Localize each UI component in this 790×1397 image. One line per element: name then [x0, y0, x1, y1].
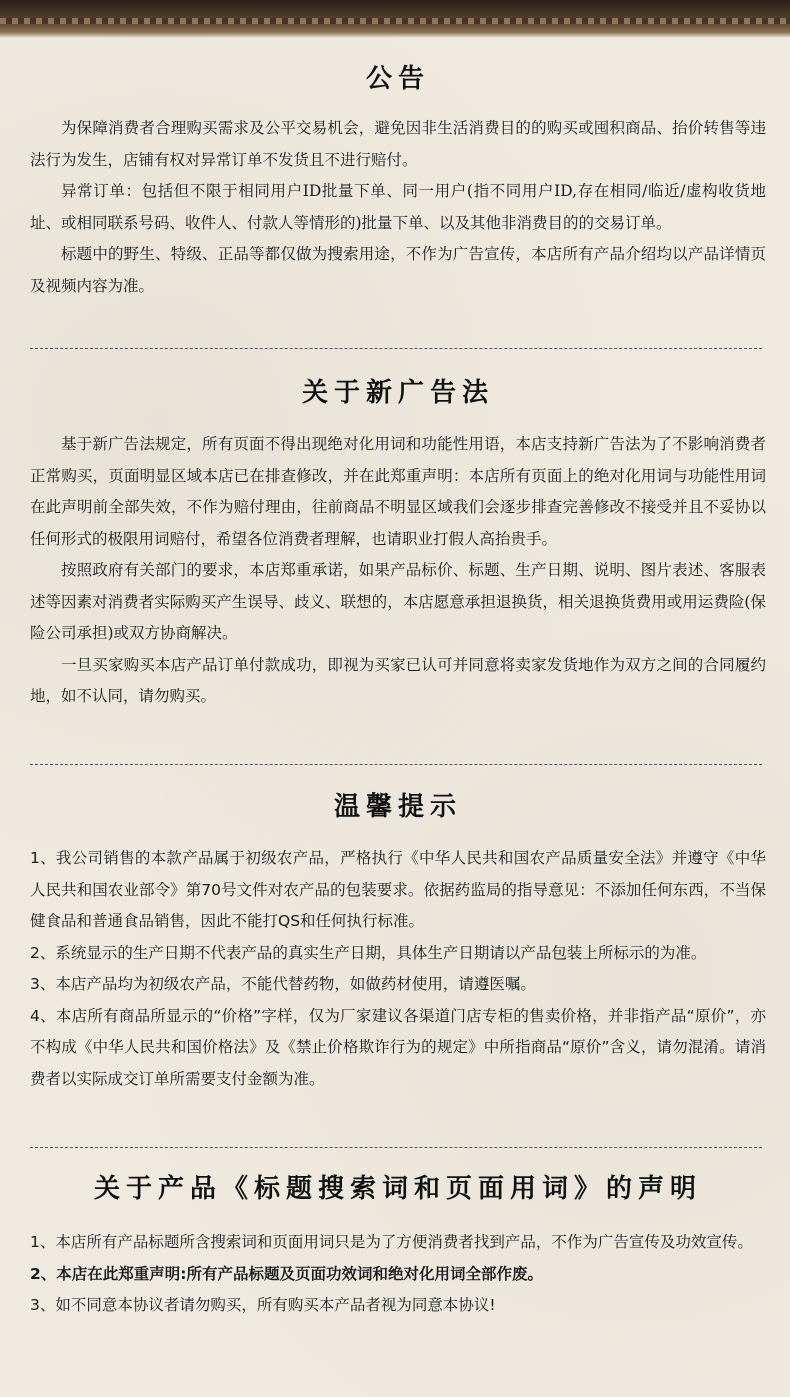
ad-law-section — [30, 372, 766, 713]
ad-law-paragraph-3: 一旦买家购买本店产品订单付款成功，即视为买家已认可并同意将卖家发货地作为双方之间的合同履约地，如不认同，请勿购买。 — [30, 655, 766, 705]
section-divider — [30, 348, 762, 349]
tips-item-2: 2、系统显示的生产日期不代表产品的真实生产日期，具体生产日期请以产品包装上所标示的为准。 — [30, 943, 707, 962]
ad-law-paragraph-1: 基于新广告法规定，所有页面不得出现绝对化用词和功能性用语，本店支持新广告法为了不影响消费者正常购买，页面明显区域本店已在排查修改，并在此郑重声明：本店所有页面上的绝对化用词与功能性用词在此声明前全部失效，不作为赔付理由，往前商品不明显区域我们会逐步排查完善修改不接受并且不妥协以任何形式的极限用词赔付，希望各位消费者理解，也请职业打假人高抬贵手。 — [30, 435, 766, 548]
notice-title: 公告 — [365, 64, 430, 94]
ad-law-paragraph-2: 按照政府有关部门的要求，本店郑重承诺，如果产品标价、标题、生产日期、说明、图片表述、客服表述等因素对消费者实际购买产生误导、歧义、联想的，本店愿意承担退换货，相关退换货费用或用运费险(保险公司承担)或双方协商解决。 — [30, 561, 766, 642]
tips-title: 温馨提示 — [333, 792, 462, 822]
statement-section — [30, 1168, 766, 1322]
notice-section — [30, 58, 766, 302]
tips-item-1: 1、我公司销售的本款产品属于初级农产品，严格执行《中华人民共和国农产品质量安全法》并遵守《中华人民共和国农业部令》第70号文件对农产品的包装要求。依据药监局的指导意见：不添加任何东西，不当保健食品和普通食品销售，因此不能打QS和任何执行标准。 — [30, 849, 766, 930]
notice-paragraph-2: 异常订单：包括但不限于相同用户ID批量下单、同一用户(指不同用户ID,存在相同/临近/虚构收货地址、或相同联系号码、收件人、付款人等情形的)批量下单、以及其他非消费目的的交易订单。 — [30, 182, 766, 232]
statement-item-3: 3、如不同意本协议者请勿购买，所有购买本产品者视为同意本协议! — [30, 1296, 496, 1314]
notice-paragraph-3: 标题中的野生、特级、正品等都仅做为搜索用途，不作为广告宣传，本店所有产品介绍均以产品详情页及视频内容为准。 — [30, 245, 766, 295]
tips-item-4: 4、本店所有商品所显示的“价格”字样，仅为厂家建议各渠道门店专柜的售卖价格，并非指产品“原价”，亦不构成《中华人民共和国价格法》及《禁止价格欺诈行为的规定》中所指商品“原价”含义，请勿混淆。请消费者以实际成交订单所需要支付金额为准。 — [30, 1006, 766, 1088]
statement-item-1: 1、本店所有产品标题所含搜索词和页面用词只是为了方便消费者找到产品，不作为广告宣传及功效宣传。 — [30, 1233, 753, 1251]
decorative-top-border — [0, 0, 790, 38]
statement-title: 关于产品《标题搜索词和页面用词》的声明 — [93, 1174, 702, 1204]
ad-law-title: 关于新广告法 — [301, 378, 494, 408]
notice-paragraph-1: 为保障消费者合理购买需求及公平交易机会，避免因非生活消费目的的购买或囤积商品、抬价转售等违法行为发生，店铺有权对异常订单不发货且不进行赔付。 — [30, 119, 766, 169]
tips-item-3: 3、本店产品均为初级农产品，不能代替药物，如做药材使用，请遵医嘱。 — [30, 975, 536, 993]
section-divider — [30, 764, 762, 765]
statement-item-2: 2、本店在此郑重声明:所有产品标题及页面功效词和绝对化用词全部作废。 — [30, 1264, 543, 1283]
section-divider — [30, 1147, 762, 1148]
tips-section — [30, 786, 766, 1095]
